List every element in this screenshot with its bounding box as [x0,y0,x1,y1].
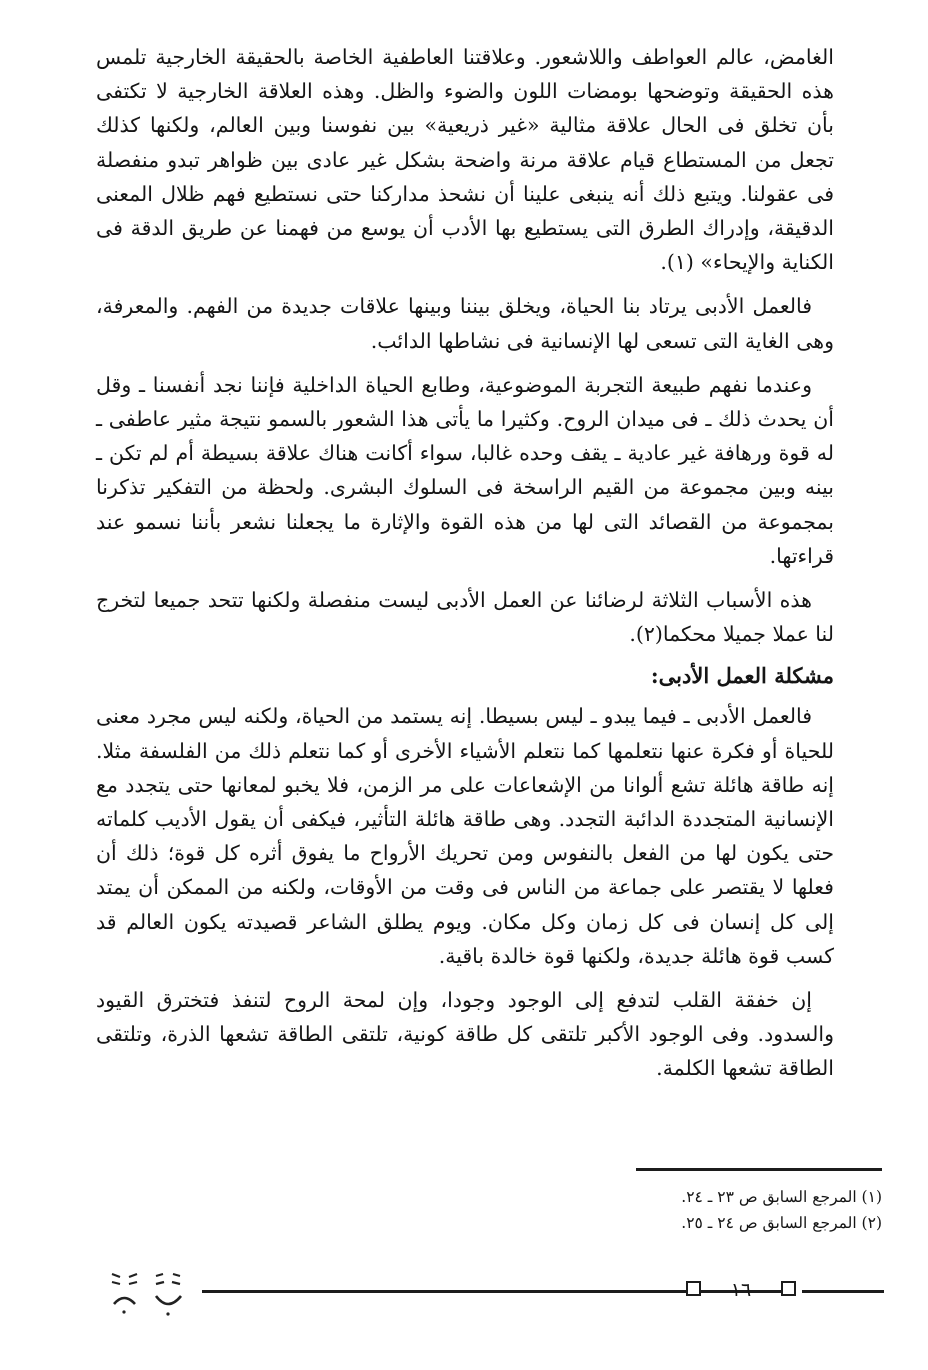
paragraph: الغامض، عالم العواطف واللاشعور. وعلاقتنا العاطفية الخاصة بالحقيقة الخارجية تلمس هذه الحقيقة وتوضحها بومضات اللون والضوء والظل. وهذه العلاقة الخارجية لا تكتفى بأن تخلق فى الحال علاقة مثالية «غير ذريعية» بين نفوسنا وبين العالم، ولكنها كذلك تجعل من المستطاع قيام علاقة مرنة واضحة بشكل غير عادى بين ظواهر تبدو منفصلة فى عقولنا. ويتبع ذلك أنه ينبغى علينا أن نشحذ مداركنا حتى نستطيع فهم ظلال المعنى الدقيقة، وإدراك الطرق التى يستطيع بها الأدب أن يوسع من فهمنا عن طريق الدقة فى الكناية والإيحاء» (١). [96,45,834,275]
footnote-2: (٢) المرجع السابق ص ٢٤ ـ ٢٥. [681,1214,882,1232]
page-number: ١٦ [730,1279,752,1301]
footnote-1: (١) المرجع السابق ص ٢٣ ـ ٢٤. [681,1188,882,1206]
footer-ornament-square [781,1281,796,1296]
paragraph: إن خفقة القلب لتدفع إلى الوجود وجودا، وإن لمحة الروح لتنفذ فتخترق القيود والسدود. وفى الوجود الأكبر تلتقى كل طاقة كونية، تلتقى الطاقة تشعها الذرة، وتلتقى الطاقة تشعها الكلمة. [96,988,834,1081]
footnotes [482,1184,882,1236]
page-body [96,40,834,1096]
paragraph: وعندما نفهم طبيعة التجربة الموضوعية، وطابع الحياة الداخلية فإننا نجد أنفسنا ـ وقل أن يحدث ذلك ـ فى ميدان الروح. وكثيرا ما يأتى هذا الشعور بالسمو نتيجة مثير عاطفى ـ له قوة ورهافة غير عادية ـ يقف وحده غالبا، سواء أكانت هناك علاقة بسيطة أم لم تكن ـ بينه وبين مجموعة من القيم الراسخة فى السلوك البشرى. ولحظة من التفكير تذكرنا بمجموعة من القصائد التى لها من هذه القوة والإثارة ما يجعلنا نشعر بأننا نسمو عند قراءتها. [96,372,834,568]
paragraph: فالعمل الأدبى ـ فيما يبدو ـ ليس بسيطا. إنه يستمد من الحياة، ولكنه ليس مجرد معنى للحياة أو فكرة عنها نتعلمها كما نتعلم الأشياء الأخرى أو كما نتعلم ذلك من الفلسفة مثلا. إنه طاقة هائلة تشع ألوانا من الإشعاعات على مر الزمن، فلا يخبو لمعانها حتى يتجدد مع الإنسانية المتجددة الدائبة التجدد. وهى طاقة هائلة التأثير، فيكفى أن يقول الأديب كلماته حتى يكون لها من الفعل بالنفوس ومن تحريك الأرواح ما يفوق أثره كل قوة؛ ذلك أن فعلها لا يقتصر على جماعة من الناس فى وقت من الأوقات، ولكنه من الممكن أن يمتد إلى كل إنسان فى كل زمان وكل مكان. ويوم يطلق الشاعر قصيدته يكون العالم قد كسب قوة هائلة جديدة، ولكنها قوة خالدة باقية. [96,704,834,968]
paragraph: هذه الأسباب الثلاثة لرضائنا عن العمل الأدبى ليست منفصلة ولكنها تتحد جميعا لتخرج لنا عملا جميلا محكما(٢). [96,588,834,647]
footer-rule [802,1290,884,1293]
footnote-separator [636,1168,882,1171]
paragraph: فالعمل الأدبى يرتاد بنا الحياة، ويخلق بيننا وبينها علاقات جديدة من الفهم. والمعرفة، وهى الغاية التى تسعى لها الإنسانية فى نشاطها الدائب. [96,294,834,353]
section-heading: مشكلة العمل الأدبى: [650,663,834,689]
theater-masks-icon [100,1264,192,1324]
footer-ornament-square [686,1281,701,1296]
page-footer [100,1264,884,1324]
